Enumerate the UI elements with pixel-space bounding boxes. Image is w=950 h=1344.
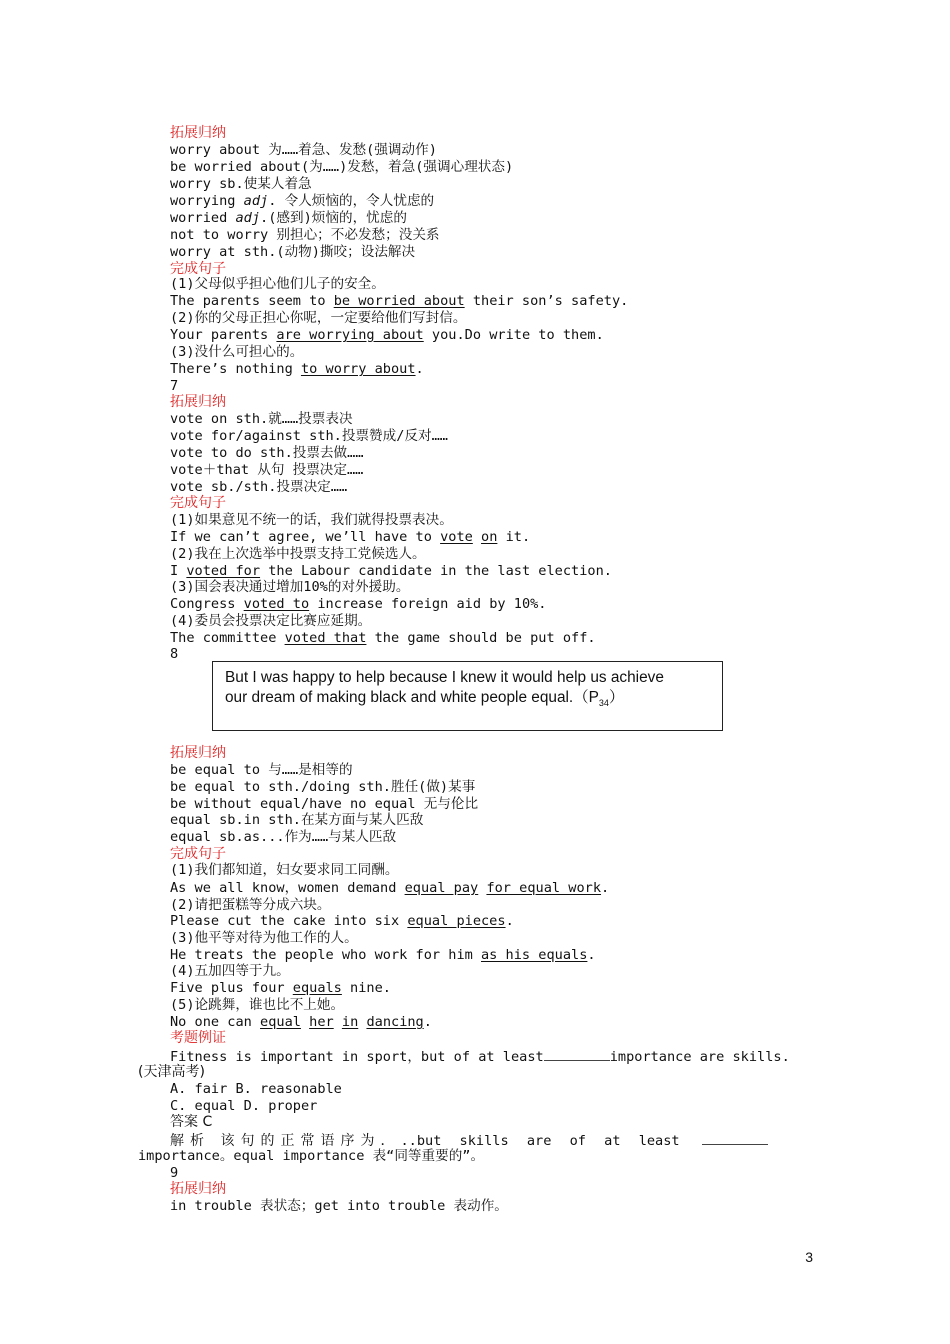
answer: Congress voted to increase foreign aid by 10%. xyxy=(170,596,547,612)
section-heading: 完成句子 xyxy=(170,846,226,862)
answer: Your parents are worrying about you.Do write to them. xyxy=(170,327,604,343)
exam-source: (天津高考) xyxy=(138,1064,205,1080)
question: (2)请把蛋糕等分成六块。 xyxy=(170,897,331,913)
text-line: equal sb.as...作为……与某人匹敌 xyxy=(170,829,397,845)
exam-explanation: 解析 该句的正常语序为．..but skills are of at least xyxy=(170,1131,768,1148)
quote-line: But I was happy to help because I knew it would help us achieve xyxy=(225,669,664,686)
answer: There’s nothing to worry about. xyxy=(170,361,424,377)
answer-blank xyxy=(544,1047,610,1061)
page-number: 3 xyxy=(805,1249,813,1265)
answer: No one can equal her in dancing. xyxy=(170,1014,432,1030)
text-line: vote on sth.就……投票表决 xyxy=(170,411,353,427)
text-line: worry at sth.(动物)撕咬；设法解决 xyxy=(170,244,416,260)
quoted-sentence-box xyxy=(212,661,723,731)
question: (1)父母似乎担心他们儿子的安全。 xyxy=(170,276,385,292)
section-heading: 考题例证 xyxy=(170,1030,226,1046)
text-line: vote for/against sth.投票赞成/反对…… xyxy=(170,428,448,444)
section-heading: 拓展归纳 xyxy=(170,745,226,761)
answer: The committee voted that the game should be put off. xyxy=(170,630,596,646)
text-line: vote＋that 从句 投票决定…… xyxy=(170,462,364,478)
question: (4)五加四等于九。 xyxy=(170,963,290,979)
text-line: equal sb.in sth.在某方面与某人匹敌 xyxy=(170,812,424,828)
text-line: not to worry 别担心；不必发愁；没关系 xyxy=(170,227,440,243)
question: (4)委员会投票决定比赛应延期。 xyxy=(170,613,372,629)
section-heading: 拓展归纳 xyxy=(170,1181,226,1197)
answer-blank xyxy=(702,1131,768,1145)
text-line: worry about 为……着急、发愁(强调动作) xyxy=(170,142,437,158)
text-line: worried adj.(感到)烦恼的，忧虑的 xyxy=(170,210,407,226)
exam-answer: 答案 C xyxy=(170,1114,213,1130)
answer: I voted for the Labour candidate in the last election. xyxy=(170,563,612,579)
text-line: be equal to sth./doing sth.胜任(做)某事 xyxy=(170,779,476,795)
section-heading: 拓展归纳 xyxy=(170,125,226,141)
text-line: vote sb./sth.投票决定…… xyxy=(170,479,348,495)
text-line: be equal to 与……是相等的 xyxy=(170,762,353,778)
text-line: vote to do sth.投票去做…… xyxy=(170,445,364,461)
question: (1)如果意见不统一的话，我们就得投票表决。 xyxy=(170,512,453,528)
section-number: 9 xyxy=(170,1165,179,1181)
question: (5)论跳舞，谁也比不上她。 xyxy=(170,997,345,1013)
question: (2)你的父母正担心你呢，一定要给他们写封信。 xyxy=(170,310,467,326)
exam-explanation: importance。equal importance 表“同等重要的”。 xyxy=(138,1148,485,1164)
section-heading: 完成句子 xyxy=(170,495,226,511)
answer: Please cut the cake into six equal pieces. xyxy=(170,913,514,929)
section-number: 8 xyxy=(170,646,179,662)
answer: The parents seem to be worried about their son’s safety. xyxy=(170,293,629,309)
question: (3)他平等对待为他工作的人。 xyxy=(170,930,358,946)
section-heading: 拓展归纳 xyxy=(170,394,226,410)
exam-options: A. fair B. reasonable xyxy=(170,1081,342,1097)
text-line: worry sb.使某人着急 xyxy=(170,176,312,192)
exam-options: C. equal D. proper xyxy=(170,1098,318,1114)
exam-question: Fitness is important in sport，but of at least importance are skills. xyxy=(170,1049,790,1065)
section-number: 7 xyxy=(170,378,179,394)
question: (2)我在上次选举中投票支持工党候选人。 xyxy=(170,546,426,562)
question: (3)国会表决通过增加10%的对外援助。 xyxy=(170,579,410,595)
question: (3)没什么可担心的。 xyxy=(170,344,304,360)
question: (1)我们都知道，妇女要求同工同酬。 xyxy=(170,862,399,878)
answer: He treats the people who work for him as his equals. xyxy=(170,947,596,963)
text-line: in trouble 表状态；get into trouble 表动作。 xyxy=(170,1198,508,1214)
text-line: worrying adj. 令人烦恼的，令人忧虑的 xyxy=(170,193,435,209)
text-line: be without equal/have no equal 无与伦比 xyxy=(170,796,479,812)
answer: As we all know，women demand equal pay for equal work. xyxy=(170,880,610,896)
answer: Five plus four equals nine. xyxy=(170,980,391,996)
text-line: be worried about(为……)发愁，着急(强调心理状态) xyxy=(170,159,514,175)
section-heading: 完成句子 xyxy=(170,261,226,277)
quote-line: our dream of making black and white people $equal.(P_{34})$ xyxy=(225,689,625,709)
answer: If we can’t agree, we’ll have to vote on it. xyxy=(170,529,531,545)
